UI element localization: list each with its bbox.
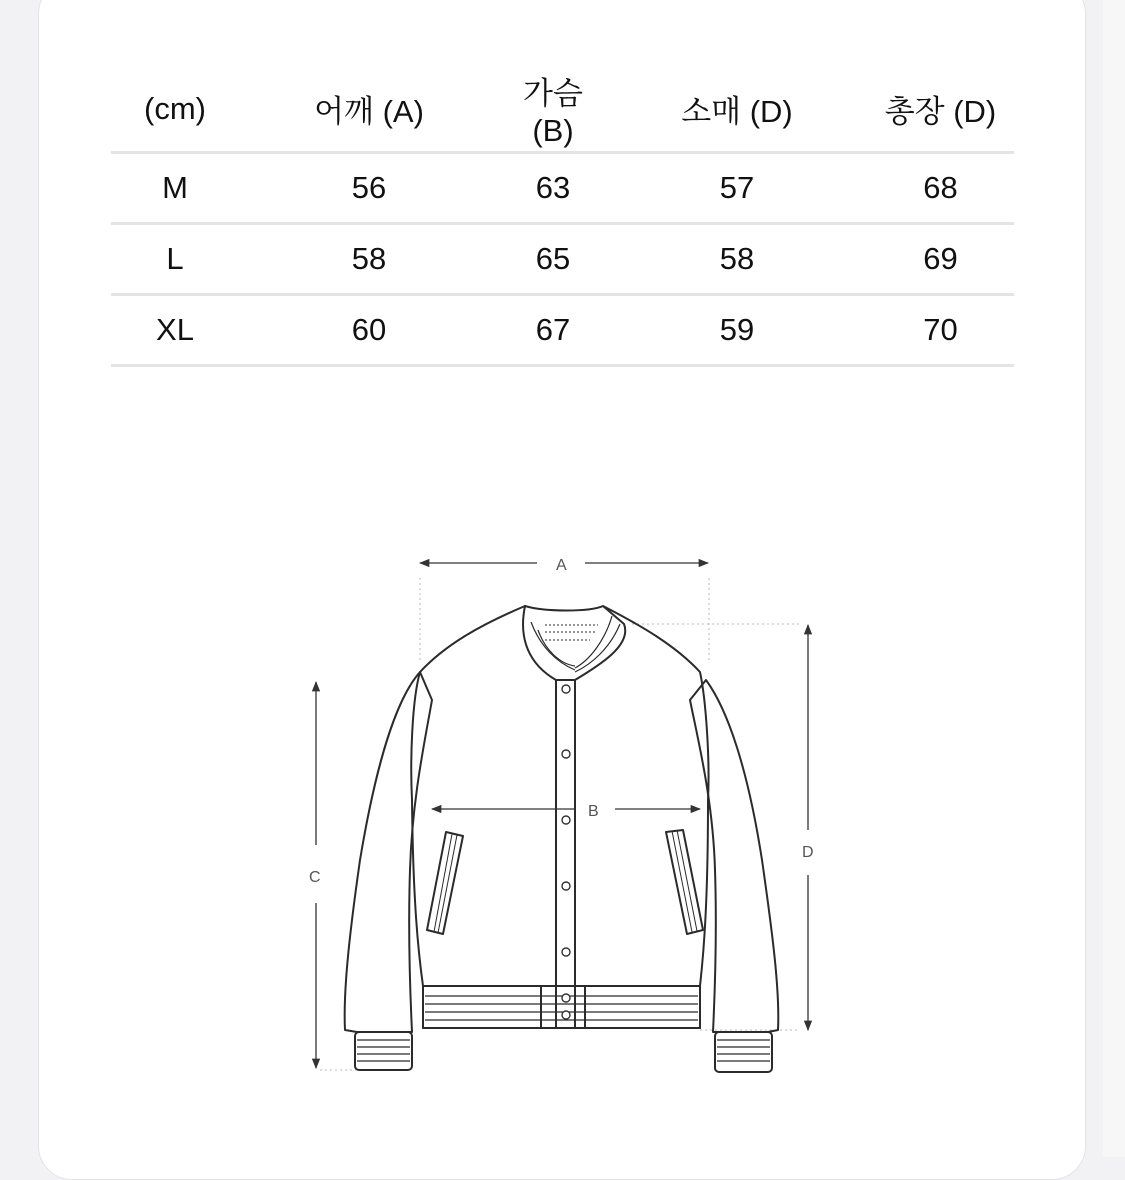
scroll-edge (1103, 0, 1125, 1157)
label-d: D (802, 844, 814, 861)
size-table (111, 68, 1014, 367)
size-label: L (111, 224, 239, 295)
shoulder-value: 56 (239, 153, 499, 224)
sleeve-value: 58 (607, 224, 867, 295)
header-length: 총장 (D) (867, 68, 1014, 153)
chest-value: 65 (499, 224, 607, 295)
table-row (111, 224, 1014, 295)
label-a: A (556, 557, 567, 574)
table-row (111, 295, 1014, 366)
shoulder-value: 60 (239, 295, 499, 366)
sleeve-value: 57 (607, 153, 867, 224)
header-sleeve: 소매 (D) (607, 68, 867, 153)
size-label: M (111, 153, 239, 224)
length-value: 68 (867, 153, 1014, 224)
header-chest: 가슴 (B) (499, 68, 607, 153)
table-header-row (111, 68, 1014, 153)
length-value: 70 (867, 295, 1014, 366)
chest-value: 63 (499, 153, 607, 224)
label-c: C (309, 869, 321, 886)
label-b: B (588, 803, 599, 820)
header-unit: (cm) (111, 68, 239, 153)
header-shoulder: 어깨 (A) (239, 68, 499, 153)
sleeve-value: 59 (607, 295, 867, 366)
shoulder-value: 58 (239, 224, 499, 295)
table-row (111, 153, 1014, 224)
length-value: 69 (867, 224, 1014, 295)
size-label: XL (111, 295, 239, 366)
chest-value: 67 (499, 295, 607, 366)
